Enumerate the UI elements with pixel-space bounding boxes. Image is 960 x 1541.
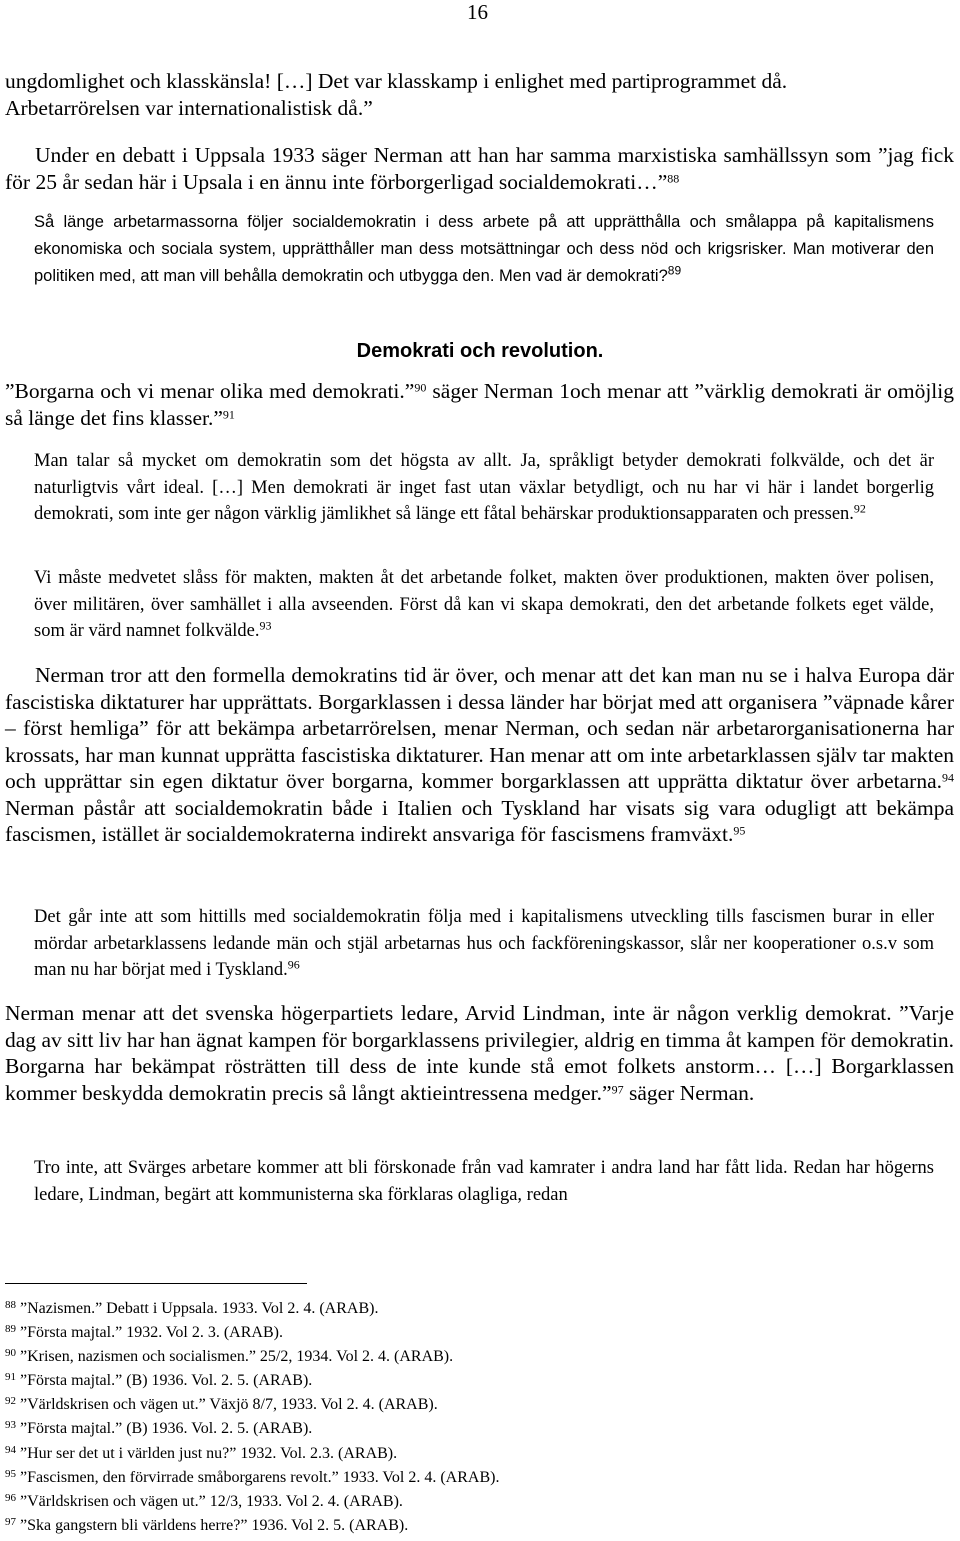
footnote bbox=[5, 1442, 954, 1466]
footnote-separator bbox=[5, 1283, 307, 1284]
footnote-text: ”Världskrisen och vägen ut.” Växjö 8/7, 1933. Vol 2. 4. (ARAB). bbox=[20, 1396, 438, 1414]
footnote-text: ”Första majtal.” (B) 1936. Vol. 2. 5. (ARAB). bbox=[20, 1420, 313, 1438]
paragraph-line: Arbetarrörelsen var internationalistisk då.” bbox=[5, 95, 373, 120]
page-number: 16 bbox=[467, 0, 488, 24]
footnote bbox=[5, 1345, 954, 1369]
footnote-text: ”Första majtal.” (B) 1936. Vol. 2. 5. (ARAB). bbox=[20, 1372, 313, 1390]
footnote-number: 90 bbox=[5, 1347, 16, 1360]
footnote-ref[interactable]: 93 bbox=[259, 618, 272, 633]
footnote-ref[interactable]: 97 bbox=[611, 1081, 624, 1096]
paragraph-continued bbox=[5, 68, 954, 121]
footnotes bbox=[5, 1297, 954, 1538]
paragraph-text: Nerman menar att det svenska högerpartiets ledare, Arvid Lindman, inte är någon verklig demokrat. ”Varje dag av sitt liv har han ägnat kampen för borgarklassens privilegier, aldrig en timma åt kampen för demokratin. Borgarna har bekämpat rösträtten till dess de inte kunde stå emot folkets anstorm… […] Borgarklassen kommer beskydda demokratin precis så långt aktieintressena medger.” bbox=[5, 1001, 954, 1105]
footnote-text: ”Världskrisen och vägen ut.” 12/3, 1933. Vol 2. 4. (ARAB). bbox=[20, 1492, 403, 1510]
footnote-number: 97 bbox=[5, 1515, 16, 1528]
paragraph-text: Under en debatt i Uppsala 1933 säger Nerman att han har samma marxistiska samhällssyn som ”jag fick för 25 år sedan här i Upsala i en ännu inte förborgerligad socialdemokrati…” bbox=[5, 143, 954, 194]
block-quote bbox=[34, 448, 934, 528]
footnote-text: ”Ska gangstern bli världens herre?” 1936. Vol 2. 5. (ARAB). bbox=[20, 1516, 409, 1534]
paragraph-democracy bbox=[5, 378, 954, 431]
footnote-number: 94 bbox=[5, 1443, 16, 1456]
footnote-number: 96 bbox=[5, 1491, 16, 1504]
footnote-ref[interactable]: 91 bbox=[222, 406, 235, 421]
footnote bbox=[5, 1514, 954, 1538]
footnote bbox=[5, 1321, 954, 1345]
footnote-number: 92 bbox=[5, 1395, 16, 1408]
footnote-number: 95 bbox=[5, 1467, 16, 1480]
paragraph-line: ungdomlighet och klasskänsla! […] Det var klasskamp i enlighet med partiprogrammet då. bbox=[5, 69, 788, 93]
footnote bbox=[5, 1297, 954, 1321]
footnote-number: 91 bbox=[5, 1371, 16, 1384]
section-heading: Demokrati och revolution. bbox=[356, 340, 604, 362]
quote-text: Vi måste medvetet slåss för makten, makten åt det arbetande folket, makten över produktionen, makten över polisen, över militären, över samhället i alla avseenden. Först då kan vi skapa demokrati, den det arbetande folkets eget välde, som är värd namnet folkvälde. bbox=[34, 568, 934, 641]
block-quote bbox=[34, 1155, 934, 1208]
footnote-number: 88 bbox=[5, 1299, 16, 1312]
block-quote bbox=[34, 565, 934, 645]
paragraph-text: Nerman påstår att socialdemokratin både i Italien och Tyskland har visats sig vara odugligt att bekämpa fascismen, istället är socialdemokraterna indirekt ansvariga för fascismens framväxt. bbox=[5, 795, 954, 846]
footnote-ref[interactable]: 92 bbox=[853, 501, 866, 516]
footnote bbox=[5, 1490, 954, 1514]
footnote-ref[interactable]: 94 bbox=[942, 770, 954, 785]
footnote-number: 93 bbox=[5, 1419, 16, 1432]
quote-text: Man talar så mycket om demokratin som det högsta av allt. Ja, språkligt betyder demokrati folkvälde, och det är naturligtvis vårt ideal. […] Men demokrati är inget fast utan växlar betydligt, och nu har vi här i landet borgerlig demokrati, som inte ger någon värklig jämlikhet så länge ett fåtal behärskar produktionsapparaten och pressen. bbox=[34, 451, 934, 524]
footnote bbox=[5, 1393, 954, 1417]
footnote-ref[interactable]: 89 bbox=[667, 263, 682, 278]
footnote-text: ”Krisen, nazismen och socialismen.” 25/2, 1934. Vol 2. 4. (ARAB). bbox=[20, 1348, 454, 1366]
footnote-ref[interactable]: 95 bbox=[733, 823, 746, 838]
quote-text: Så länge arbetarmassorna följer socialdemokratin i dess arbete på att upprätthålla och smålappa på kapitalismens ekonomiska och sociala system, upprätthåller man dess motsättningar och dess nöd och krigsrisker. Man motiverar den politiken med, att man vill behålla demokratin och utbygga den. Men vad är demokrati? bbox=[34, 213, 934, 285]
paragraph-lindman bbox=[5, 1000, 954, 1106]
block-quote bbox=[34, 209, 934, 290]
footnote-text: ”Första majtal.” 1932. Vol 2. 3. (ARAB). bbox=[20, 1324, 283, 1342]
quote-text: Det går inte att som hittills med socialdemokratin följa med i kapitalismens utveckling tills fascismen burar in eller mördar arbetarklassens ledande män och stjäl arbetarnas hus och fackföreningskassor, slår ner kooperationer o.s.v som man nu har börjat med i Tyskland. bbox=[34, 907, 934, 980]
footnote-text: ”Fascismen, den förvirrade småborgarens revolt.” 1933. Vol 2. 4. (ARAB). bbox=[20, 1468, 500, 1486]
paragraph-text: Nerman tror att den formella demokratins tid är över, och menar att det kan man nu se i halva Europa där fascistiska diktaturer har upprättats. Borgarklassen i dessa länder har börjat med att organisera ”väpnade kårer – först hemliga” för att bekämpa arbetarrörelsen, menar Nerman, och sedan när arbetarorganisationerna har krossats, har man kunnat upprätta fascistiska diktaturer. Han menar att om inte arbetarklassen själv tar makten och upprättar sin egen diktatur över borgarna, kommer borgarklassen att upprätta diktatur över arbetarna. bbox=[5, 663, 954, 793]
paragraph-text: säger Nerman 1och menar att ”värklig demokrati är omöjlig så länge det fins klasser.” bbox=[5, 379, 954, 430]
footnote-text: ”Hur ser det ut i världen just nu?” 1932. Vol. 2.3. (ARAB). bbox=[20, 1444, 398, 1462]
footnote-ref[interactable]: 96 bbox=[287, 957, 300, 972]
block-quote bbox=[34, 904, 934, 984]
paragraph-text: säger Nerman. bbox=[623, 1080, 755, 1105]
footnote bbox=[5, 1417, 954, 1441]
paragraph-fascism bbox=[5, 662, 954, 848]
footnote-number: 89 bbox=[5, 1323, 16, 1336]
footnote-ref[interactable]: 90 bbox=[414, 380, 427, 395]
paragraph-text: ”Borgarna och vi menar olika med demokrati.” bbox=[5, 379, 415, 403]
footnote bbox=[5, 1466, 954, 1490]
quote-text: Tro inte, att Svärges arbetare kommer att bli förskonade från vad kamrater i andra land har fått lida. Redan har högerns ledare, Lindman, begärt att kommunisterna ska förklaras olagliga, redan bbox=[34, 1158, 934, 1205]
footnote bbox=[5, 1369, 954, 1393]
footnote-ref[interactable]: 88 bbox=[667, 170, 680, 185]
paragraph-debate bbox=[5, 142, 954, 195]
footnote-text: ”Nazismen.” Debatt i Uppsala. 1933. Vol 2. 4. (ARAB). bbox=[20, 1300, 379, 1317]
